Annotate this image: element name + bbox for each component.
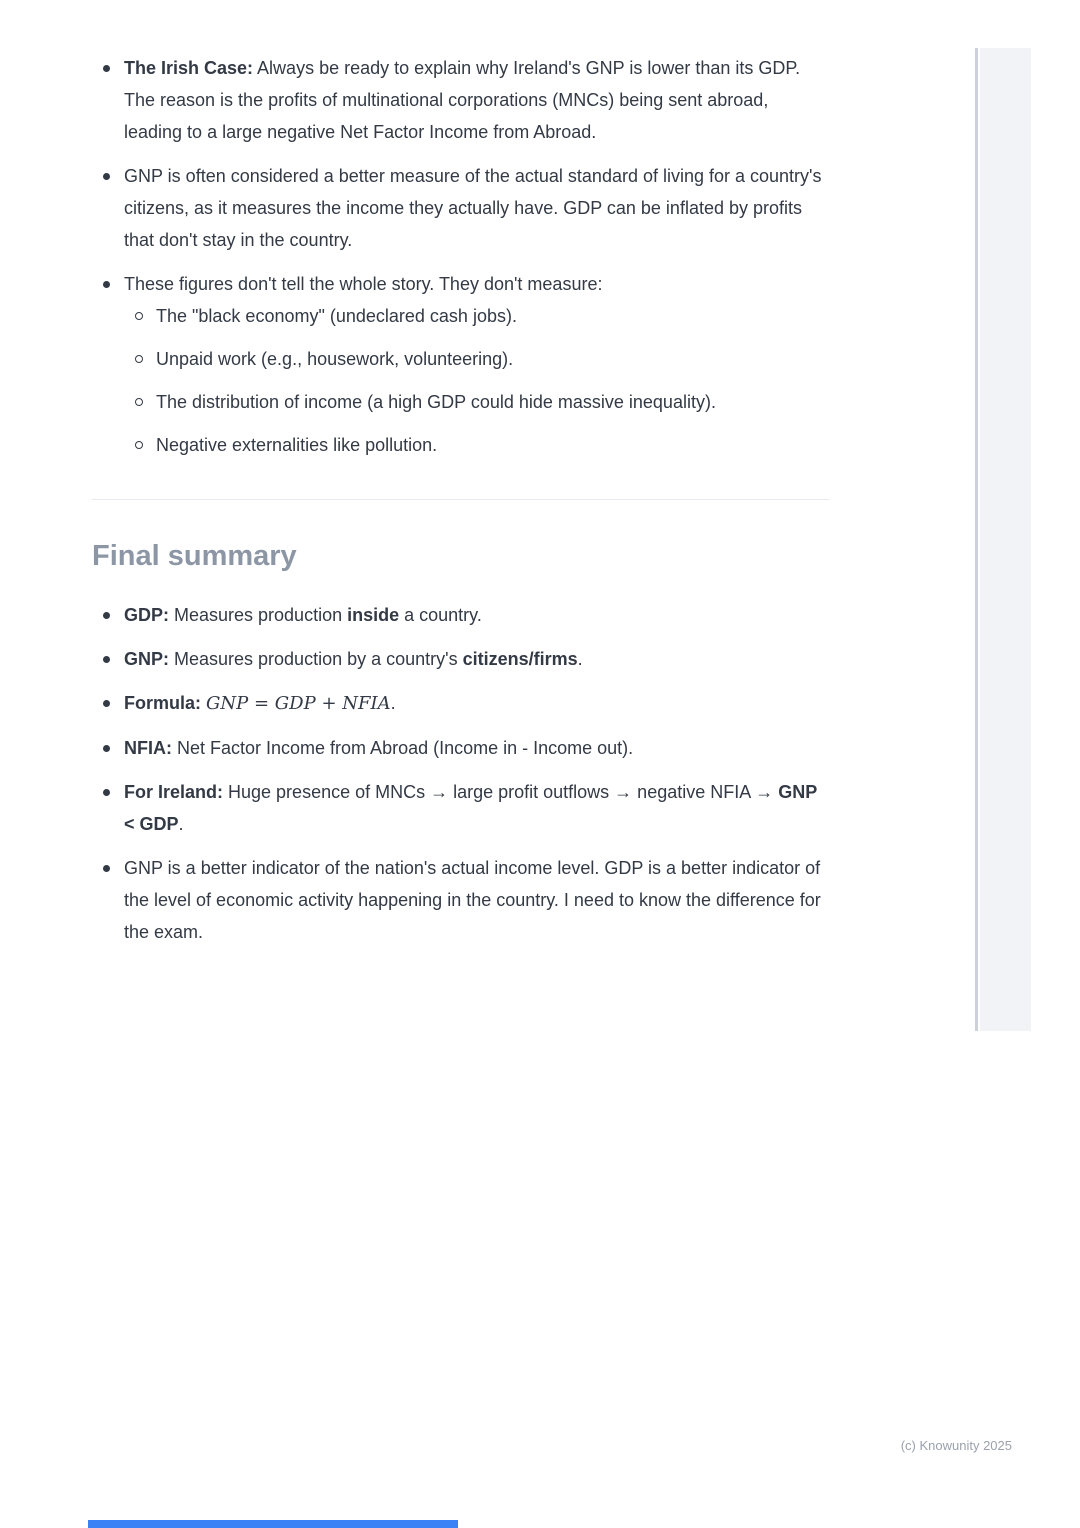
list-item-text <box>156 429 829 461</box>
text-segment: For Ireland: <box>124 782 224 802</box>
circle-bullet-icon <box>124 343 156 375</box>
sub-list-item <box>124 429 829 461</box>
list-item-text <box>124 643 829 675</box>
text-segment: These figures don't tell the whole story. They don't measure: <box>124 274 603 294</box>
text-segment: . <box>577 649 583 669</box>
list-item-text <box>124 160 829 256</box>
text-segment: . <box>178 814 184 834</box>
list-item <box>92 687 829 720</box>
text-segment: GNP < GDP <box>124 782 817 834</box>
list-item-text <box>124 852 829 948</box>
circle-bullet-icon <box>124 429 156 461</box>
sub-bullet-list <box>124 300 829 461</box>
list-item <box>92 52 829 148</box>
text-segment: NFIA: <box>124 738 172 758</box>
list-item-text <box>124 268 829 461</box>
document-content <box>92 52 829 948</box>
text-segment: Huge presence of MNCs → large profit outflows → negative NFIA → <box>223 782 779 802</box>
bullet-icon <box>92 599 124 631</box>
copyright-text: (c) Knowunity 2025 <box>900 1438 1012 1453</box>
text-segment: The distribution of income (a high GDP could hide massive inequality). <box>156 392 716 412</box>
text-segment: GDP: <box>124 605 169 625</box>
list-item <box>92 776 829 840</box>
sub-list-item <box>124 300 829 332</box>
text-segment: GNP is often considered a better measure of the actual standard of living for a country's citizens, as it measures the income they actually have. GDP can be inflated by profits that don't stay in the country. <box>124 166 822 250</box>
text-segment: Measures production <box>169 605 348 625</box>
list-item-text <box>124 52 829 148</box>
text-segment: Formula: <box>124 693 202 713</box>
top-bullet-list <box>92 52 829 461</box>
bullet-icon <box>92 687 124 719</box>
list-item-text <box>124 599 829 631</box>
list-item-text <box>156 343 829 375</box>
bullet-icon <box>92 160 124 192</box>
bullet-icon <box>92 268 124 300</box>
scrollbar-thumb[interactable] <box>980 48 1031 1031</box>
bullet-icon <box>92 852 124 884</box>
text-segment: GNP is a better indicator of the nation's actual income level. GDP is a better indicator of the level of economic activity happening in the country. I need to know the difference for the exam. <box>124 858 821 942</box>
section-divider <box>92 499 829 500</box>
circle-bullet-icon <box>124 386 156 418</box>
text-segment: Negative externalities like pollution. <box>156 435 438 455</box>
text-segment: Measures production by a country's <box>169 649 463 669</box>
list-item-text <box>124 732 829 764</box>
list-item <box>92 852 829 948</box>
section-heading: Final summary <box>92 540 297 572</box>
progress-bar <box>88 1520 458 1528</box>
text-segment: Net Factor Income from Abroad (Income in - Income out). <box>172 738 634 758</box>
text-segment: The "black economy" (undeclared cash jobs). <box>156 306 517 326</box>
list-item <box>92 643 829 675</box>
bullet-icon <box>92 643 124 675</box>
list-item <box>92 732 829 764</box>
text-segment: Unpaid work (e.g., housework, volunteering). <box>156 349 514 369</box>
list-item-text <box>156 386 829 418</box>
text-segment: citizens/firms <box>462 649 578 669</box>
sub-list-item <box>124 386 829 418</box>
text-segment: GNP: <box>124 649 169 669</box>
text-segment: a country. <box>399 605 482 625</box>
list-item-text <box>124 776 829 840</box>
bullet-icon <box>92 732 124 764</box>
text-segment: Always be ready to explain why Ireland's GNP is lower than its GDP. The reason is the profits of multinational corporations (MNCs) being sent abroad, leading to a large negative Net Factor Income from Abroad. <box>124 58 801 142</box>
list-item <box>92 599 829 631</box>
sub-list-item <box>124 343 829 375</box>
list-item-text <box>124 687 829 720</box>
text-segment: inside <box>347 605 400 625</box>
list-item <box>92 160 829 256</box>
bullet-icon <box>92 776 124 808</box>
list-item-text <box>156 300 829 332</box>
formula-text: GNP = GDP + NFIA <box>206 693 391 714</box>
final-summary-list <box>92 599 829 948</box>
circle-bullet-icon <box>124 300 156 332</box>
text-segment: . <box>390 693 396 713</box>
scrollbar-divider <box>975 48 978 1031</box>
bullet-icon <box>92 52 124 84</box>
list-item <box>92 268 829 461</box>
text-segment: The Irish Case: <box>124 58 254 78</box>
